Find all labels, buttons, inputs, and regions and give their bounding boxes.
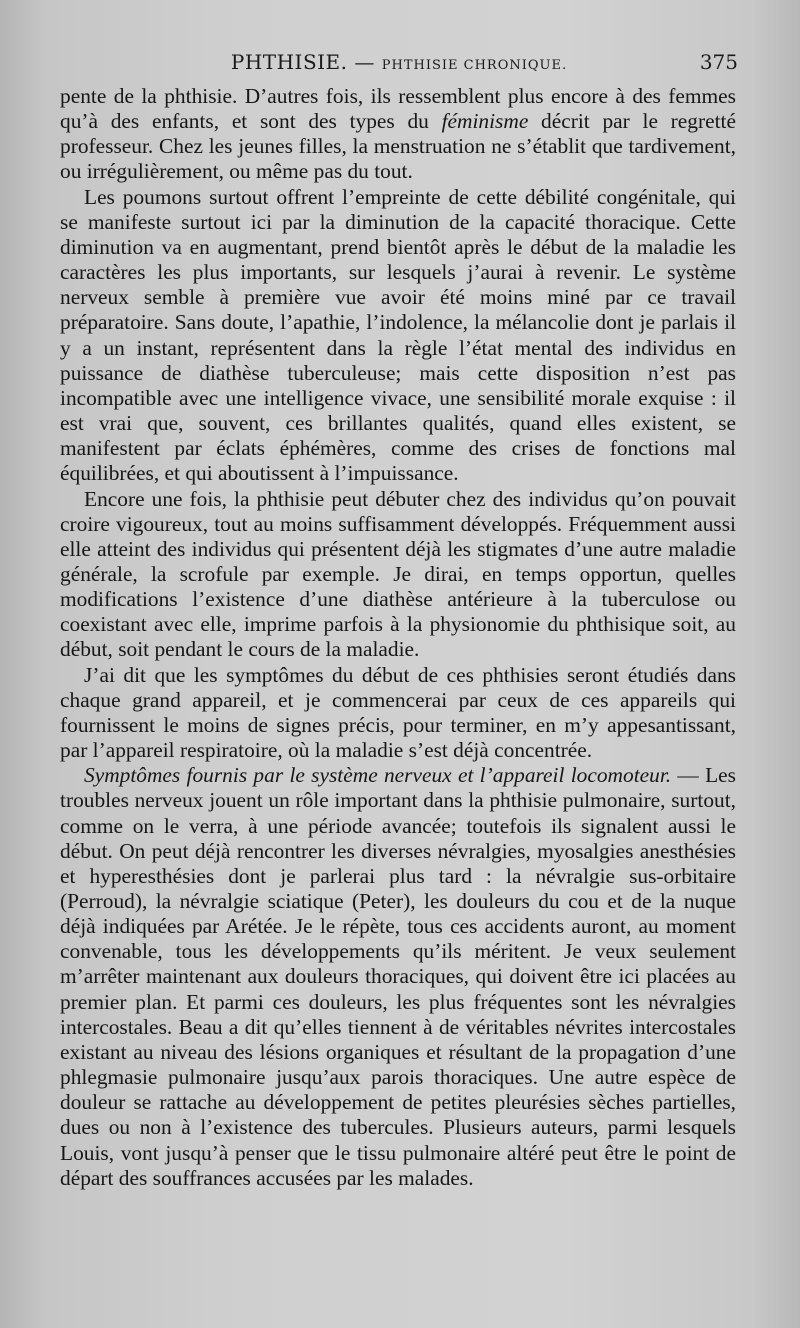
running-title <box>60 50 738 74</box>
paragraph-1-text-a: pente de la phthisie. D’autres fois, ils ressemblent plus encore à des femmes qu’à des enfants, et sont des types du <box>60 84 736 134</box>
paragraph-4-text: J’ai dit que les symptômes du début de ces phthisies seront étudiés dans chaque grand appareil, et je commencerai par ceux de ces appareils qui fournissent le moins de signes précis, pour terminer, en m’y appesantissant, par l’appareil respiratoire, où la maladie s’est déjà concentrée. <box>60 662 736 763</box>
paragraph-5-text: — Les troubles nerveux jouent un rôle important dans la phthisie pulmonaire, surtout, comme on le verra, à une période avancée; toutefois ils signalent aussi le début. On peut déjà rencontrer les diverses névralgies, myosalgies anesthésies et hyperesthésies dont je parlerai plus tard : la névralgie sus-orbitaire (Perroud), la névralgie sciatique (Peter), les douleurs du cou et de la nuque déjà indiquées par Arétée. Je le répète, tous ces accidents auront, au moment convenable, tous les développements qu’ils méritent. Je veux seulement m’arrêter maintenant aux douleurs thoraciques, qui doivent être ici placées au premier plan. Et parmi ces douleurs, les plus fréquentes sont les névralgies intercostales. Beau a dit qu’elles tiennent à de véritables névrites intercostales existant au niveau des lésions organiques et résultant de la propagation d’une phlegmasie pulmonaire jusqu’aux parois thoraciques. Une autre espèce de douleur se rattache au développement de petites pleurésies sèches partielles, dues ou non à l’existence des tubercules. Plusieurs auteurs, parmi lesquels Louis, vont jusqu’à penser que le tissu pulmonaire altéré peut être le point de départ des souffrances accusées par les malades. <box>60 763 736 1190</box>
paragraph-1-emphasis: féminisme <box>441 109 529 134</box>
paragraph-3 <box>60 487 736 663</box>
paragraph-2 <box>60 185 736 487</box>
page-number: 375 <box>699 50 738 74</box>
paragraph-2-text: Les poumons surtout offrent l’empreinte de cette débilité congénitale, qui se manifeste surtout ici par la diminution de la capacité thoracique. Cette diminution va en augmentant, prend bientôt après le début de la maladie les caractères les plus importants, sur lesquels j’aurai à revenir. Le système nerveux semble à première vue avoir été moins miné par ce travail préparatoire. Sans doute, l’apathie, l’indolence, la mélancolie dont je parlais il y a un instant, représentent dans la règle l’état mental des individus en puissance de diathèse tuberculeuse; mais cette disposition n’est pas incompatible avec une intelligence vivace, une sensibilité morale exquise : il est vrai que, souvent, ces brillantes qualités, quand elles existent, se manifestent par éclats éphémères, comme des crises de fonctions mal équilibrées, et qui aboutissent à l’impuissance. <box>60 184 736 486</box>
running-head <box>60 48 738 78</box>
section-heading-symptomes: Symptômes fournis par le système nerveux et l’appareil locomoteur. <box>84 763 672 788</box>
running-title-main: PHTHISIE. <box>230 50 348 74</box>
paragraph-1 <box>60 84 736 185</box>
paragraph-5 <box>60 763 736 1191</box>
body-text <box>60 84 736 1191</box>
paragraph-1-text-b: décrit par le regretté professeur. Chez les jeunes filles, la menstruation ne s’établit que tardivement, ou irrégulièrement, ou même pas du tout. <box>60 109 736 184</box>
running-title-dash: — <box>354 50 375 74</box>
paragraph-3-text: Encore une fois, la phthisie peut débuter chez des individus qu’on pouvait croire vigoureux, tout au moins suffisamment développés. Fréquemment aussi elle atteint des individus qui présentent déjà les stigmates d’une autre maladie générale, la scrofule par exemple. Je dirai, en temps opportun, quelles modifications l’existence d’une diathèse antérieure à la tuberculose ou coexistant avec elle, imprime parfois à la physionomie du phthisique soit, au début, soit pendant le cours de la maladie. <box>60 486 736 662</box>
paragraph-4 <box>60 663 736 764</box>
running-title-sub: PHTHISIE CHRONIQUE. <box>381 58 568 73</box>
